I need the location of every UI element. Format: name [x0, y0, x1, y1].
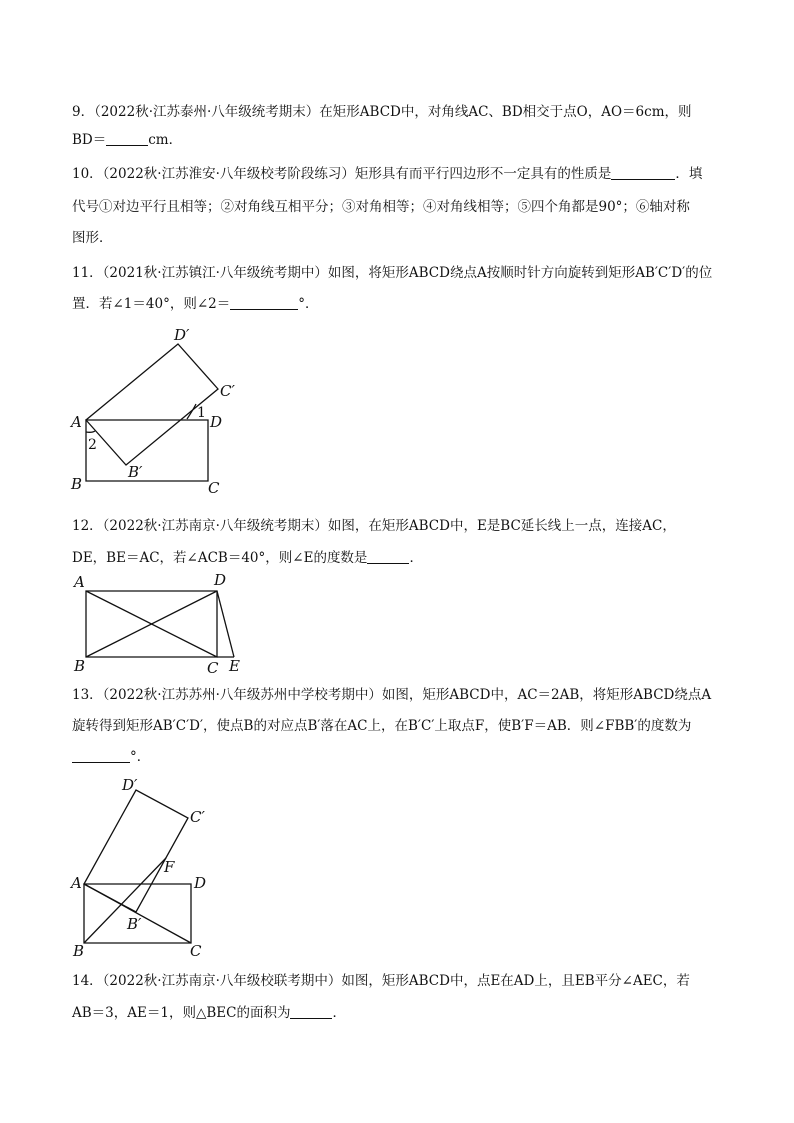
p12-line-1: 12．（2022秋·江苏南京·八年级统考期末）如图，在矩形ABCD中，E是BC延长线上一点，连接AC， [72, 518, 676, 534]
p12-line-2-before: DE，BE＝AC，若∠ACB＝40°，则∠E的度数是 [72, 550, 368, 566]
p14-answer-blank[interactable] [290, 1004, 332, 1019]
p13-label-d: D [194, 874, 207, 892]
p13-label-a: A [71, 874, 82, 892]
p14-line-2-after: ． [332, 1005, 346, 1021]
p14-line-1: 14．（2022秋·江苏南京·八年级校联考期中）如图，矩形ABCD中，点E在AD上，且EB平分∠AEC，若 [72, 973, 690, 989]
p13-line-3-after: °． [130, 749, 151, 765]
p9-line-1: 9．（2022秋·江苏泰州·八年级统考期末）在矩形ABCD中，对角线AC、BD相交于点O，AO＝6cm，则 [72, 104, 692, 120]
p11-line-2-before: 置．若∠1＝40°，则∠2＝ [72, 296, 231, 312]
p12-label-a: A [74, 573, 85, 591]
p14-line-2-before: AB＝3，AE＝1，则△BEC的面积为 [72, 1005, 291, 1021]
p11-line-1: 11．（2021秋·江苏镇江·八年级统考期中）如图，将矩形ABCD绕点A按顺时针方向旋转到矩形AB′C′D′的位 [72, 265, 713, 281]
p12-label-c: C [207, 659, 219, 677]
p14-line-2 [72, 1003, 346, 1023]
p13-label-f: F [164, 858, 175, 876]
p13-line-bf [84, 858, 166, 943]
p12-label-e: E [229, 657, 240, 675]
p11-line-2-after: °． [298, 296, 319, 312]
p11-label-b: B [71, 475, 83, 493]
p12-label-b: B [74, 657, 86, 675]
p11-label-d-prime: D′ [174, 326, 190, 344]
p13-label-c-prime: C′ [190, 808, 205, 826]
p9-line-2-before: BD＝ [72, 132, 107, 148]
p13-rect-rotated [84, 790, 188, 912]
p11-label-angle-1: 1 [197, 405, 206, 421]
p11-label-angle-2: 2 [88, 437, 97, 453]
p9-line-2-after: cm． [148, 132, 183, 148]
p11-label-c: C [208, 479, 220, 497]
p13-label-b-prime: B′ [127, 915, 142, 933]
p11-label-a: A [71, 413, 82, 431]
p12-label-d: D [214, 571, 227, 589]
p11-label-c-prime: C′ [220, 382, 235, 400]
p13-line-2: 旋转得到矩形AB′C′D′，使点B的对应点B′落在AC上，在B′C′上取点F，使B′F＝AB．则∠FBB′的度数为 [72, 718, 692, 734]
p13-label-c: C [190, 942, 202, 960]
p11-label-d: D [210, 413, 223, 431]
p13-line-1: 13．（2022秋·江苏苏州·八年级苏州中学校考期中）如图，矩形ABCD中，AC＝2AB，将矩形ABCD绕点A [72, 687, 712, 703]
p11-label-b-prime: B′ [128, 463, 143, 481]
p13-label-d-prime: D′ [122, 776, 138, 794]
p12-line-2-after: ． [409, 550, 423, 566]
p10-line-2: 代号①对边平行且相等；②对角线互相平分；③对角相等；④对角线相等；⑤四个角都是90°；⑥轴对称 [72, 199, 690, 215]
p13-label-b: B [73, 942, 85, 960]
p10-line-3: 图形． [72, 230, 113, 246]
p10-line-1-before: 10．（2022秋·江苏淮安·八年级校考阶段练习）矩形具有而平行四边形不一定具有的性质是 [72, 166, 612, 182]
p10-line-1-after: ．填 [675, 166, 703, 182]
